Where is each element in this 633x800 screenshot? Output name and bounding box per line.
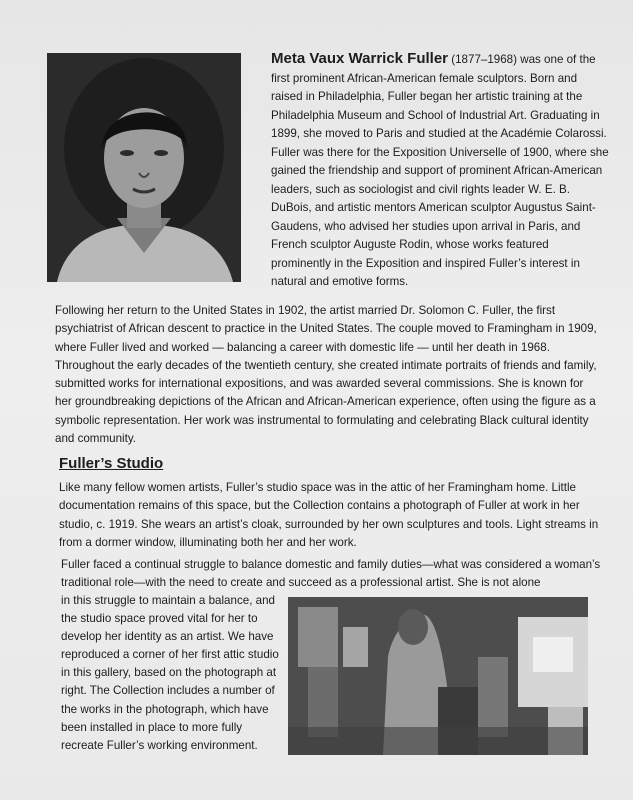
portrait-photo	[47, 53, 241, 282]
section-heading: Fuller’s Studio	[59, 455, 164, 472]
intro-paragraph	[271, 50, 611, 292]
studio-photo	[288, 597, 588, 755]
balance-paragraph-continued: in this struggle to maintain a balance, and the studio space proved vital for her to develop her identity as an artist. We have reproduced a corner of her first attic studio in this gallery, based on the photograph at right. The Collection includes a number of the works in the photograph, which have been installed in place to more fully recreate Fuller’s working environment.	[61, 594, 279, 752]
artist-name: Meta Vaux Warrick Fuller	[271, 50, 449, 67]
intro-text: (1877–1968) was one of the first prominent African-American female sculptors. Born and raised in Philadelphia, Fuller began her artistic training at the Philadelphia Museum and School of Industrial Art. Graduating in 1899, she moved to Paris and studied at the Académie Colarossi. Fuller was there for the Exposition Universelle of 1900, where she gained the friendship and support of prominent African-American leaders, such as sociologist and civil rights leader W. E. B. DuBois, and artistic mentors American sculptor Augustus Saint-Gaudens, who advised her studies upon arrival in Paris, and French sculptor Auguste Rodin, whose works featured prominently in the Exposition and inspired Fuller’s interest in natural and emotive forms.	[271, 53, 609, 288]
studio-paragraph: Like many fellow women artists, Fuller’s studio space was in the attic of her Framingham home. Little documentation remains of this space, but the Collection contains a photograph of Fuller at work in her studio, c. 1919. She wears an artist’s cloak, surrounded by her own sculptures and tools. Light streams in from a dormer window, illuminating both her and her work.	[59, 481, 599, 549]
balance-paragraph-opening: Fuller faced a continual struggle to balance domestic and family duties—what was considered a woman’s traditional role—with the need to create and succeed as a professional artist. She is not alone	[61, 558, 601, 590]
biography-paragraph: Following her return to the United States in 1902, the artist married Dr. Solomon C. Fuller, the first psychiatrist of African descent to practice in the United States. The couple moved to Framingham in 1909, where Fuller lived and worked — balancing a career with domestic life — until her death in 1968. Throughout the early decades of the twentieth century, she created intimate portraits of friends and family, submitted works for international expositions, and was awarded several commissions. She is known for her groundbreaking depictions of the African and African-American experience, often using the figure as a symbolic representation. Her work was instrumental to formulating and celebrating Black cultural identity and community.	[55, 304, 597, 446]
